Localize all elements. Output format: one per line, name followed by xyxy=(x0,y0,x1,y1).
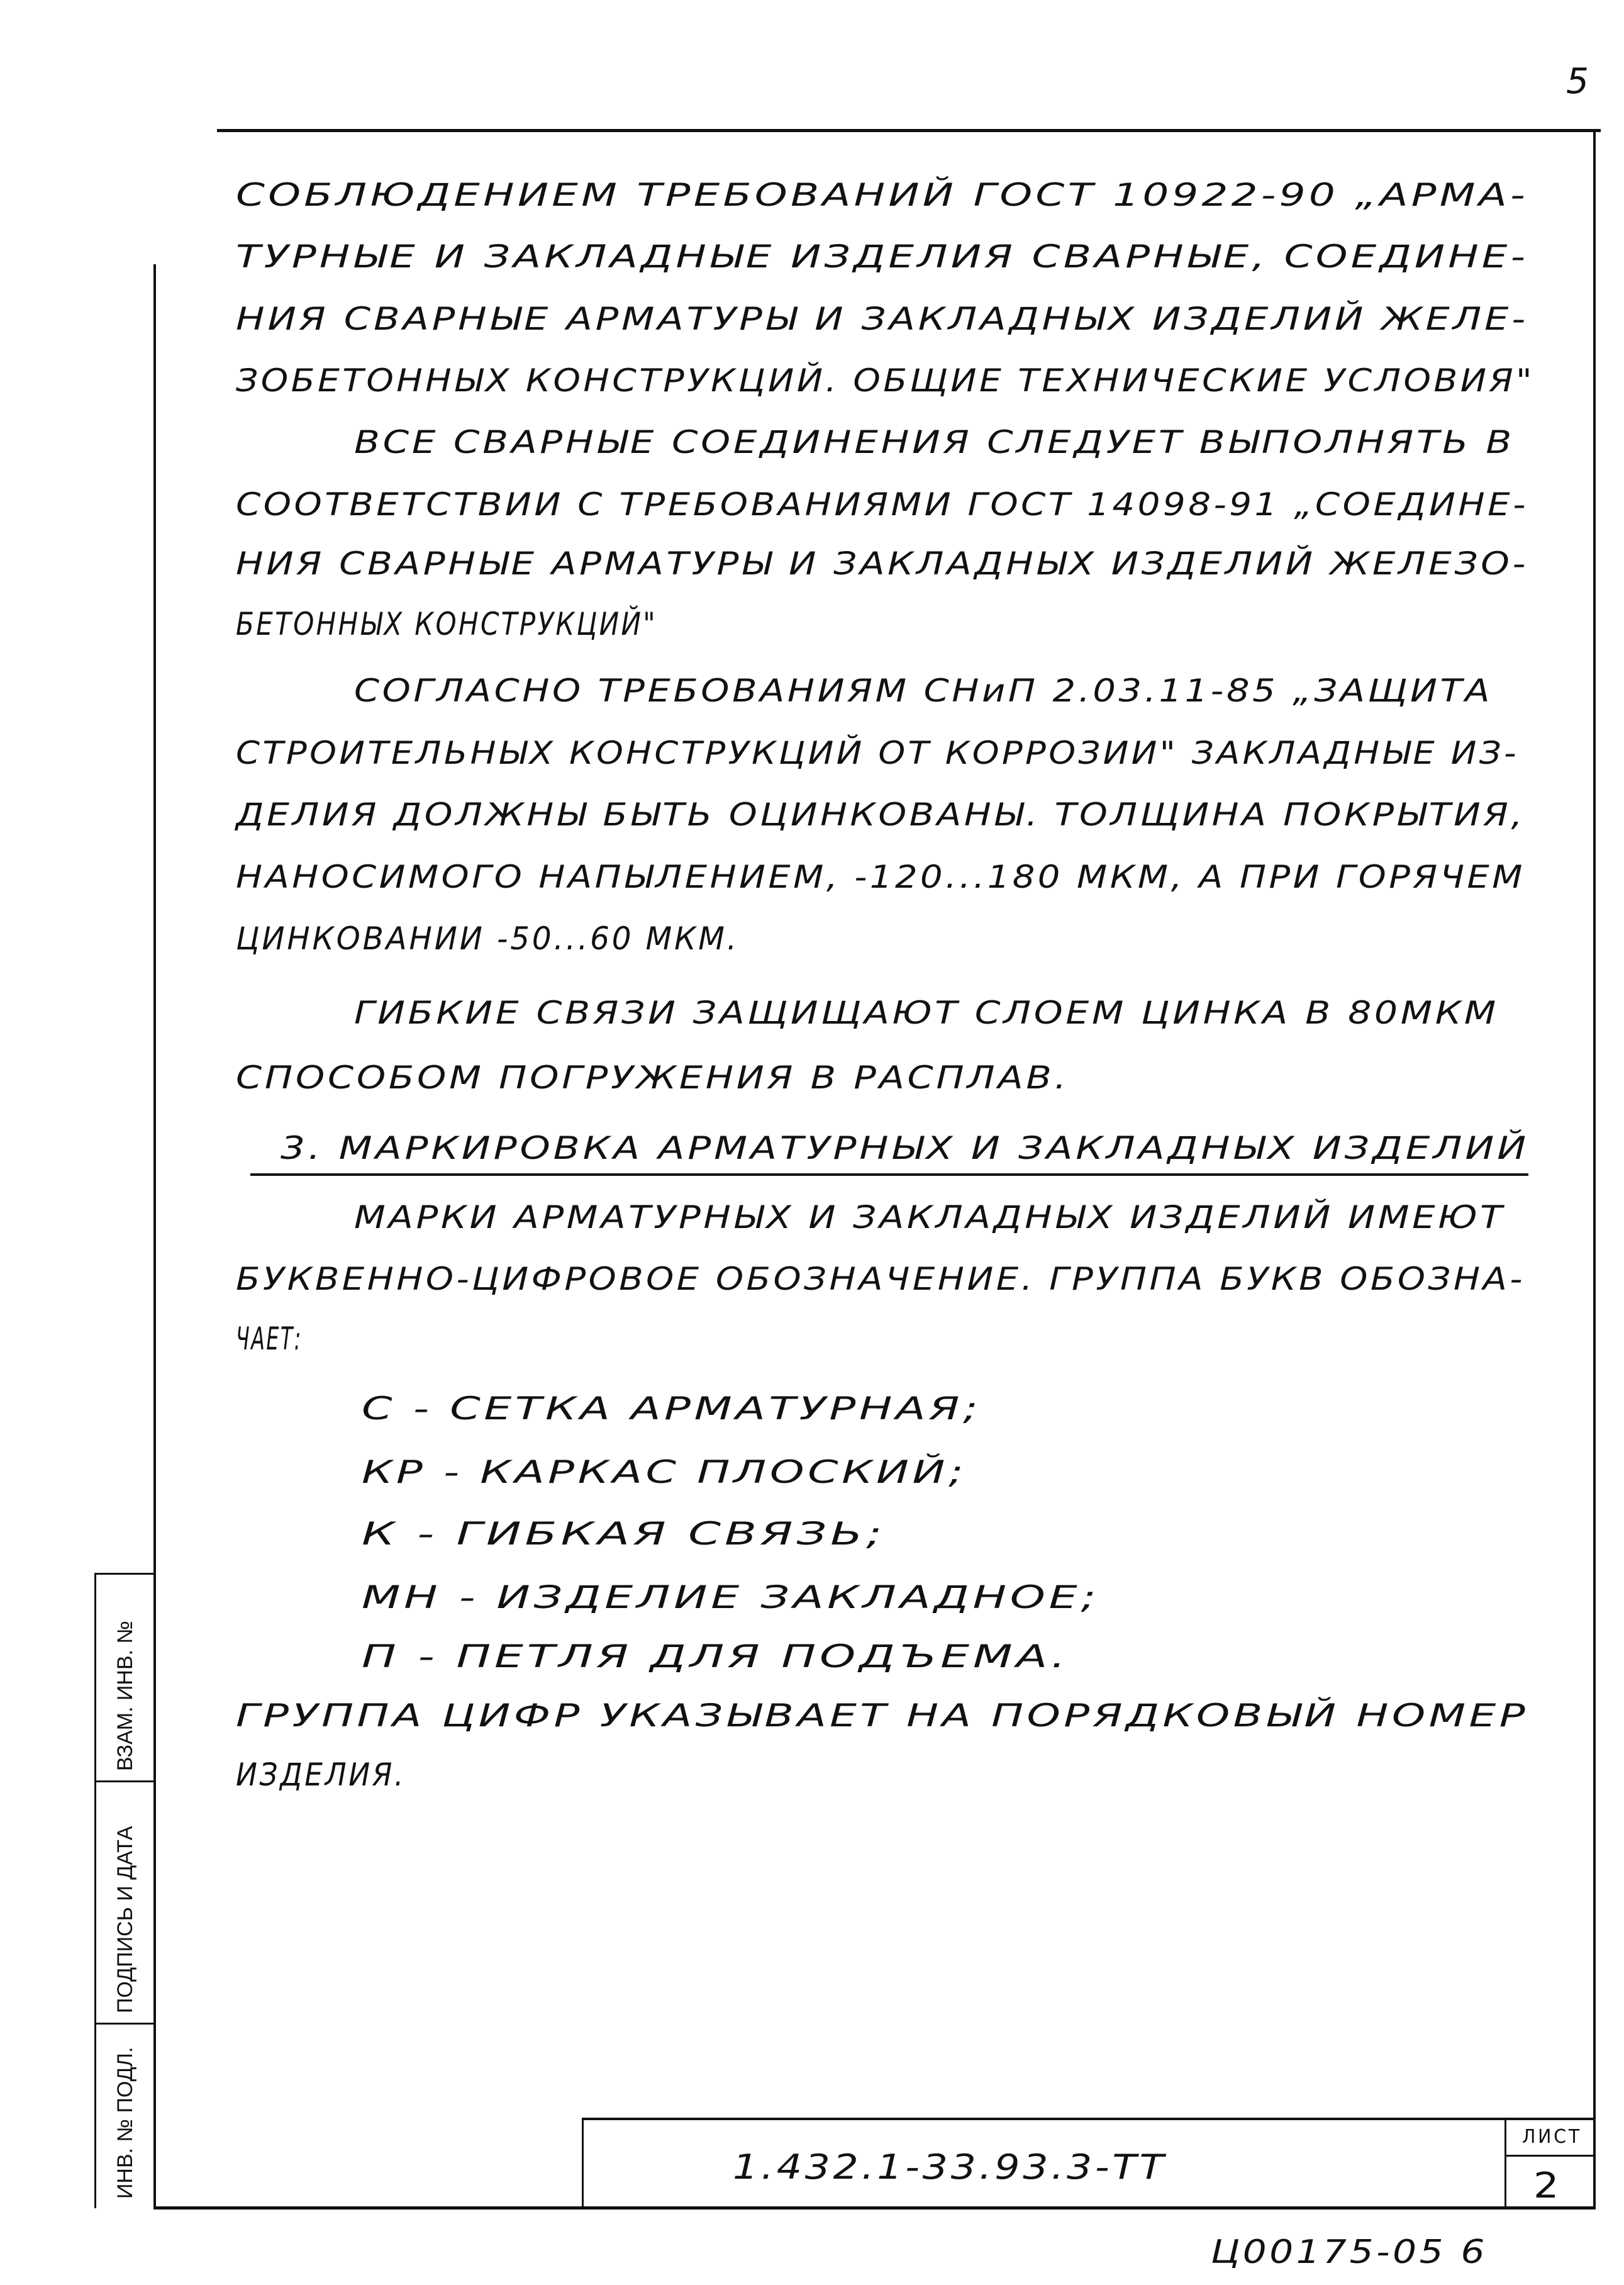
text-line: НИЯ СВАРНЫЕ АРМАТУРЫ И ЗАКЛАДНЫХ ИЗДЕЛИЙ ЖЕЛЕ- xyxy=(236,301,1528,337)
frame-top xyxy=(217,129,1601,132)
page-number: 5 xyxy=(1566,61,1591,102)
frame-left xyxy=(153,264,156,2208)
text-line: СОГЛАСНО ТРЕБОВАНИЯМ СНиП 2.03.11-85 „ЗАЩИТА xyxy=(354,673,1493,709)
text-line: БУКВЕННО-ЦИФРОВОЕ ОБОЗНАЧЕНИЕ. ГРУППА БУКВ ОБОЗНА- xyxy=(236,1261,1525,1297)
document-code: 1.432.1-33.93.3-ТТ xyxy=(733,2147,1167,2187)
replacement-inv-label: ВЗАМ. ИНВ. № xyxy=(113,1620,137,1771)
text-line: НАНОСИМОГО НАПЫЛЕНИЕМ, -120...180 МКМ, А ПРИ ГОРЯЧЕМ xyxy=(236,859,1525,895)
text-line: СОБЛЮДЕНИЕМ ТРЕБОВАНИЙ ГОСТ 10922-90 „АРМА- xyxy=(236,177,1528,213)
legend-item: С - СЕТКА АРМАТУРНАЯ; xyxy=(362,1390,981,1427)
frame-right xyxy=(1593,129,1596,2208)
original-inv-label: ИНВ. № ПОДЛ. xyxy=(113,2047,137,2199)
text-line: СПОСОБОМ ПОГРУЖЕНИЯ В РАСПЛАВ. xyxy=(236,1059,1069,1096)
sheet-label: ЛИСТ xyxy=(1522,2126,1582,2148)
text-line: ВСЕ СВАРНЫЕ СОЕДИНЕНИЯ СЛЕДУЕТ ВЫПОЛНЯТЬ В xyxy=(354,424,1515,461)
frame-bottom xyxy=(153,2206,1596,2210)
legend-item: КР - КАРКАС ПЛОСКИЙ; xyxy=(362,1454,967,1490)
text-line: ЧАЕТ: xyxy=(236,1321,303,1357)
text-line: СООТВЕТСТВИИ С ТРЕБОВАНИЯМИ ГОСТ 14098-91 „СОЕДИНЕ- xyxy=(236,486,1528,523)
section-heading: 3. МАРКИРОВКА АРМАТУРНЫХ И ЗАКЛАДНЫХ ИЗДЕЛИЙ xyxy=(281,1130,1529,1166)
legend-item: П - ПЕТЛЯ ДЛЯ ПОДЪЕМА. xyxy=(362,1638,1069,1675)
text-line: ЦИНКОВАНИИ -50...60 МКМ. xyxy=(236,920,739,957)
text-line: НИЯ СВАРНЫЕ АРМАТУРЫ И ЗАКЛАДНЫХ ИЗДЕЛИЙ ЖЕЛЕЗО- xyxy=(236,545,1528,582)
text-line: БЕТОННЫХ КОНСТРУКЦИЙ" xyxy=(236,606,657,642)
sheet-number: 2 xyxy=(1533,2165,1562,2206)
text-line: ИЗДЕЛИЯ. xyxy=(236,1757,406,1793)
heading-underline xyxy=(250,1173,1528,1176)
text-line: ТУРНЫЕ И ЗАКЛАДНЫЕ ИЗДЕЛИЯ СВАРНЫЕ, СОЕДИНЕ- xyxy=(236,238,1528,275)
text-line: ГРУППА ЦИФР УКАЗЫВАЕТ НА ПОРЯДКОВЫЙ НОМЕР xyxy=(236,1697,1528,1734)
text-line: ДЕЛИЯ ДОЛЖНЫ БЫТЬ ОЦИНКОВАНЫ. ТОЛЩИНА ПОКРЫТИЯ, xyxy=(236,796,1525,833)
legend-item: К - ГИБКАЯ СВЯЗЬ; xyxy=(362,1516,886,1552)
text-line: МАРКИ АРМАТУРНЫХ И ЗАКЛАДНЫХ ИЗДЕЛИЙ ИМЕЮТ xyxy=(354,1199,1505,1236)
legend-item: МН - ИЗДЕЛИЕ ЗАКЛАДНОЕ; xyxy=(362,1579,1099,1616)
signature-date-label: ПОДПИСЬ И ДАТА xyxy=(113,1826,137,2013)
text-line: СТРОИТЕЛЬНЫХ КОНСТРУКЦИЙ ОТ КОРРОЗИИ" ЗАКЛАДНЫЕ ИЗ- xyxy=(236,735,1519,771)
text-line: ГИБКИЕ СВЯЗИ ЗАЩИЩАЮТ СЛОЕМ ЦИНКА В 80МКМ xyxy=(354,995,1499,1031)
text-line: ЗОБЕТОННЫХ КОНСТРУКЦИЙ. ОБЩИЕ ТЕХНИЧЕСКИЕ УСЛОВИЯ" xyxy=(236,362,1535,399)
archive-code: Ц00175-05 6 xyxy=(1211,2233,1488,2271)
